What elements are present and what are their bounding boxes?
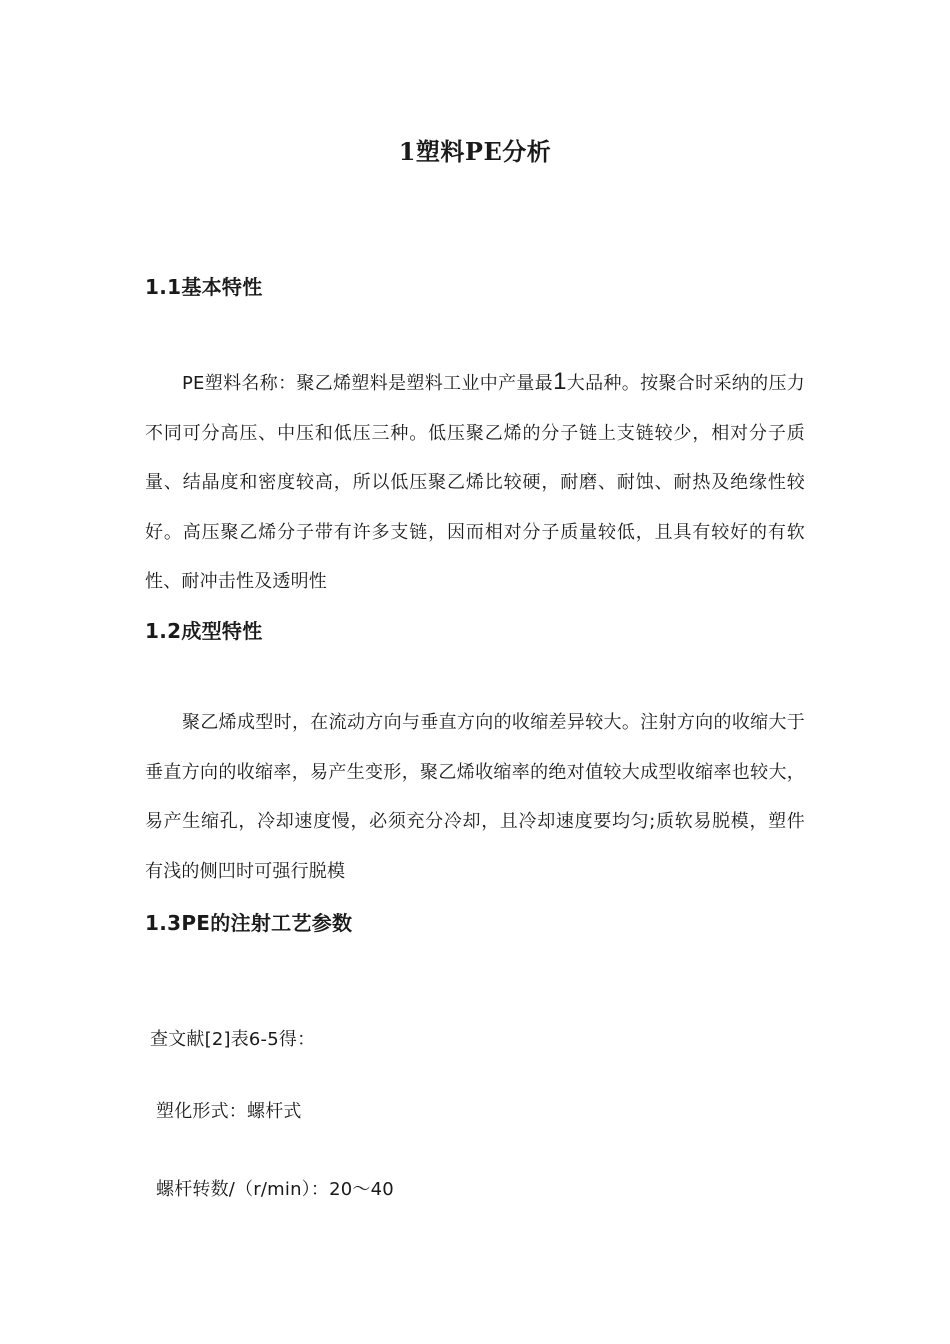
section-paragraph-basic-properties	[145, 357, 805, 607]
section-heading-injection-parameters: 1.3PE的注射工艺参数	[145, 911, 353, 935]
paragraph-text-suffix: 大品种。按聚合时采纳的压力不同可分高压、中压和低压三种。低压聚乙烯的分子链上支链较少，相对分子质量、结晶度和密度较高，所以低压聚乙烯比较硬，耐磨、耐蚀、耐热及绝缘性较好。高压聚乙烯分子带有许多支链，因而相对分子质量较低，且具有较好的有软性、耐冲击性及透明性	[145, 373, 805, 592]
parameter-line-reference: 查文献[2]表6-5得：	[150, 1029, 316, 1050]
parameter-line-screw-speed: 螺杆转数/（r/min）：20～40	[156, 1179, 394, 1200]
paragraph-large-number: 1	[553, 368, 567, 395]
parameter-line-plasticizing-type: 塑化形式：螺杆式	[156, 1101, 302, 1122]
section-heading-basic-properties: 1.1基本特性	[145, 275, 263, 299]
section-heading-molding-properties: 1.2成型特性	[145, 619, 263, 643]
page-title: 1塑料PE分析	[398, 137, 552, 166]
section-paragraph-molding-properties: 聚乙烯成型时，在流动方向与垂直方向的收缩差异较大。注射方向的收缩大于垂直方向的收缩率，易产生变形，聚乙烯收缩率的绝对值较大成型收缩率也较大，易产生缩孔，冷却速度慢，必须充分冷却，且冷却速度要均匀;质软易脱模，塑件有浅的侧凹时可强行脱模	[145, 712, 805, 882]
paragraph-text-prefix: PE塑料名称：聚乙烯塑料是塑料工业中产量最	[182, 373, 554, 394]
